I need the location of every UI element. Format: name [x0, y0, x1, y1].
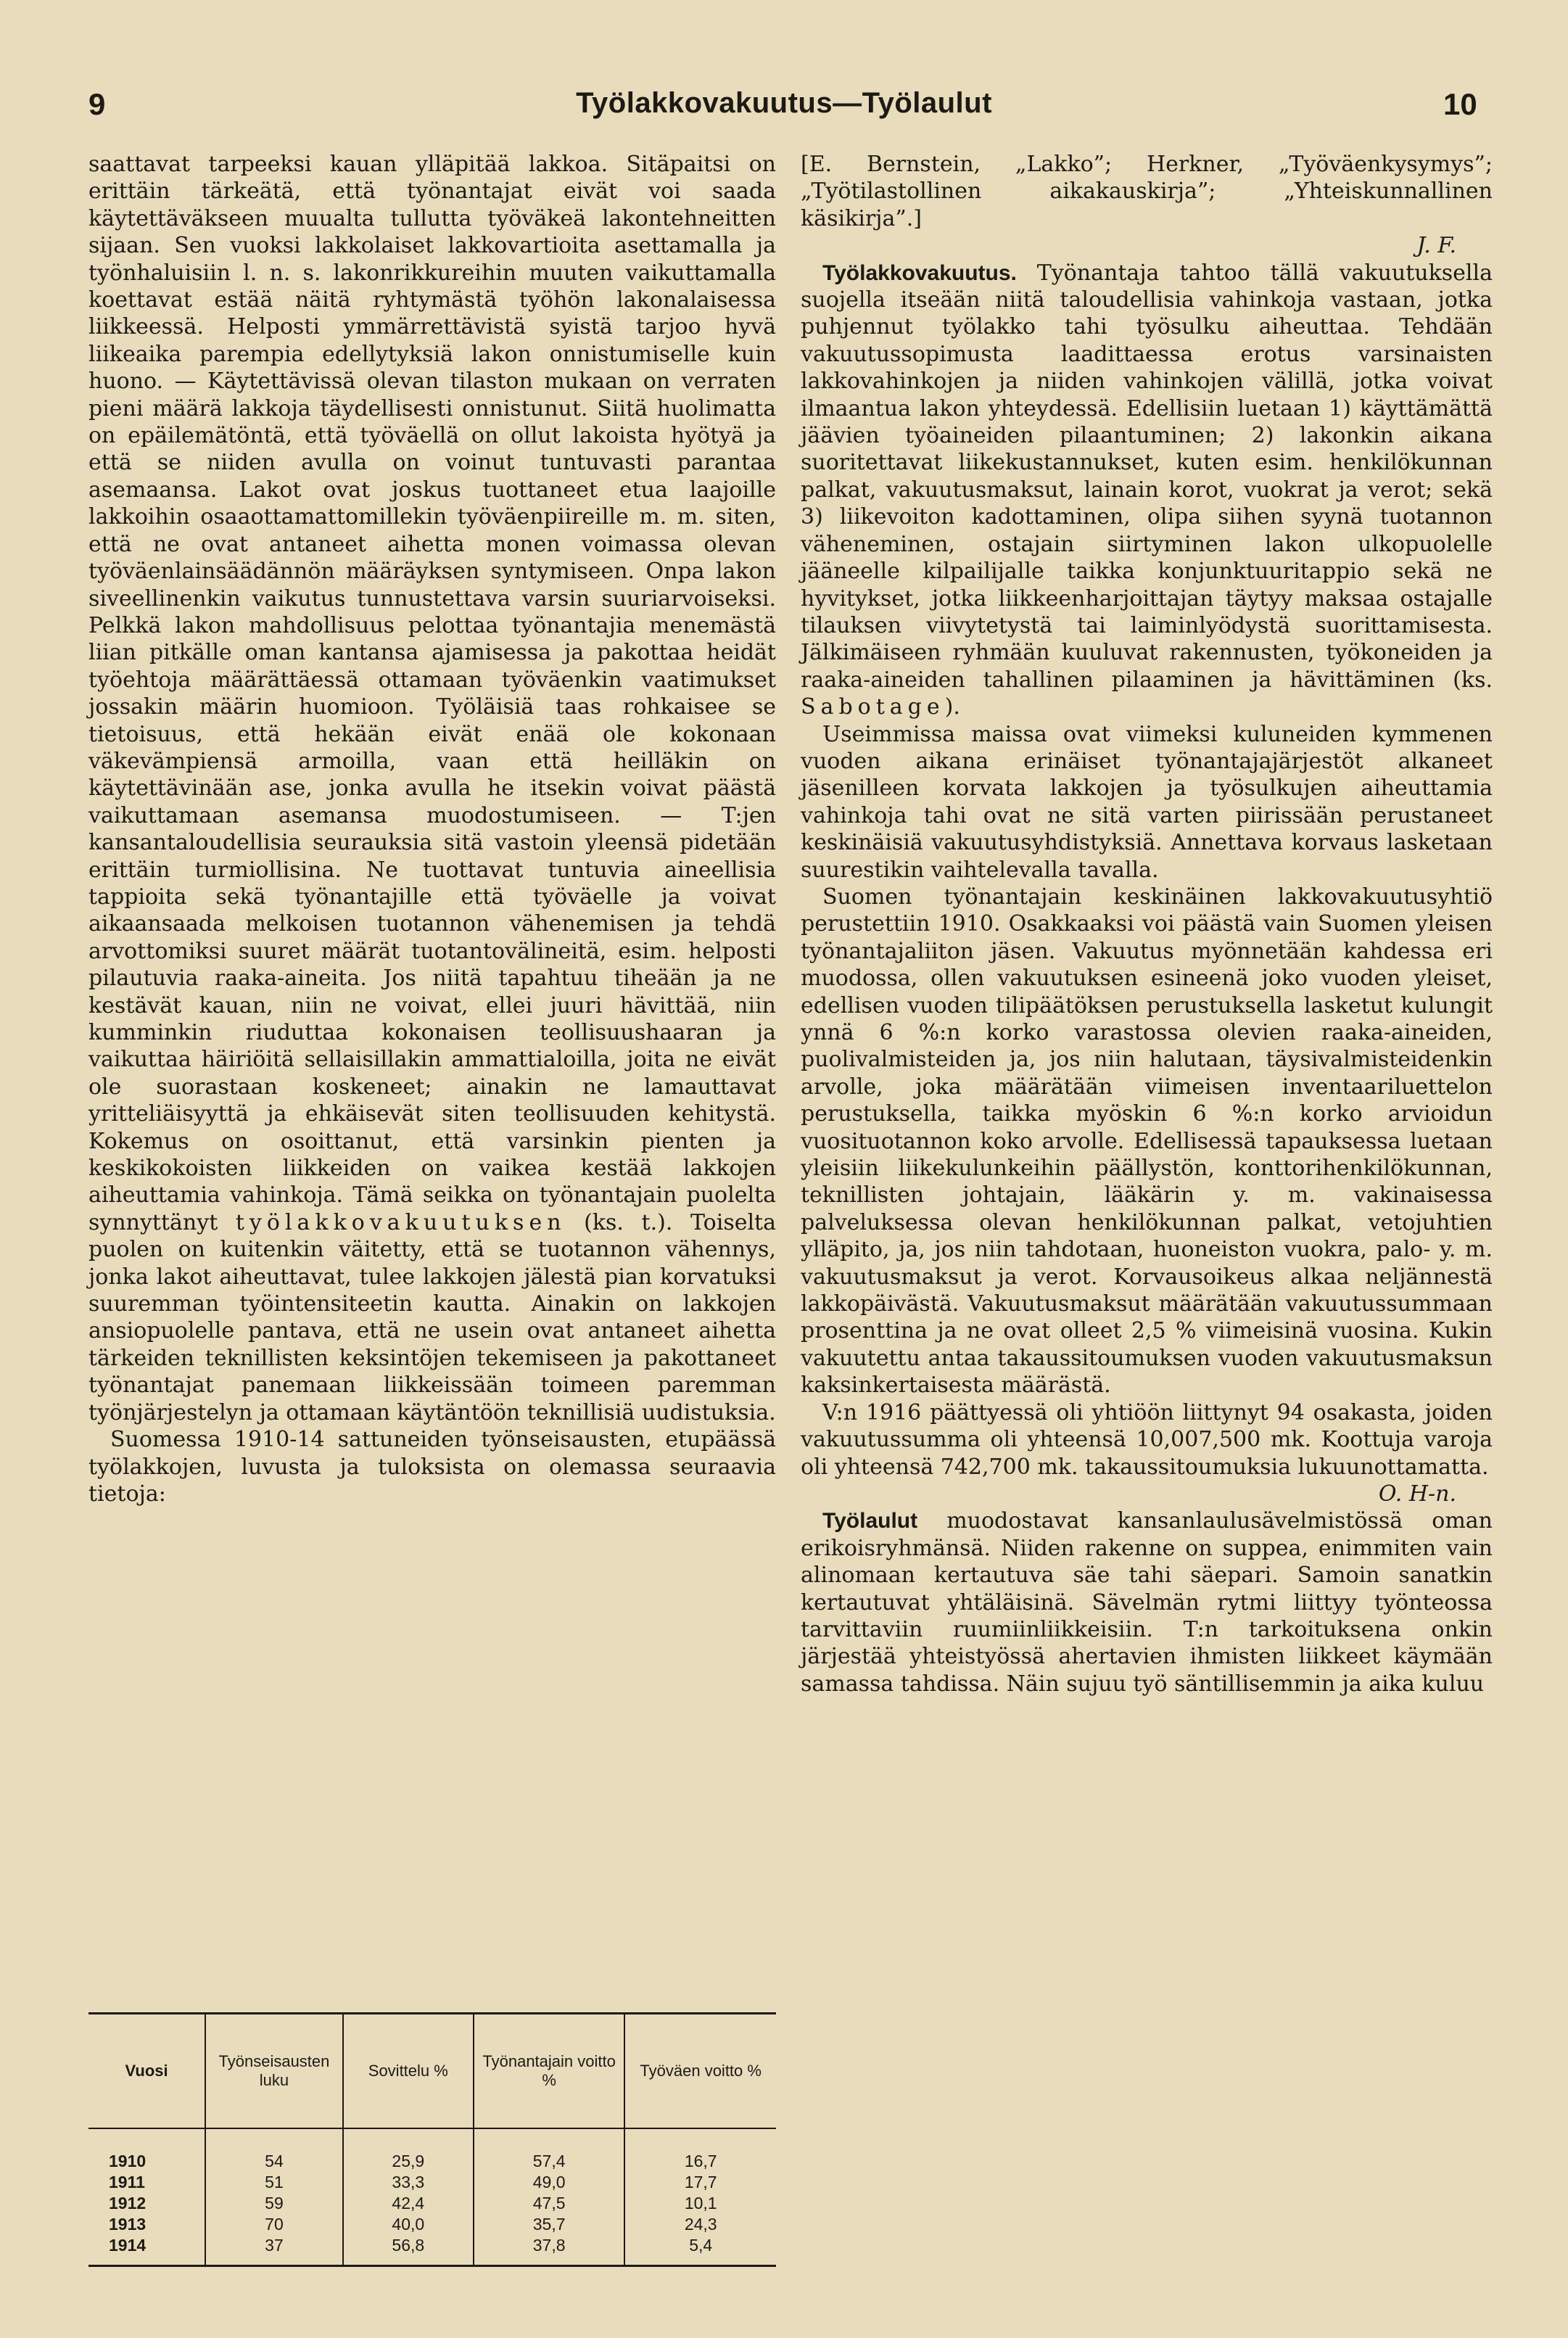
cell-year: 1912 — [109, 2194, 147, 2213]
paragraph-employer-orgs: Useimmissa maissa ovat viimeksi kuluneiden kymmenen vuoden aikana erinäiset työnantajajärjestöt alkaneet jäsenilleen korvata lakkojen ja työsulkujen aiheuttamia vahinkoja tahi ovat ne sitä varten piirissään perustaneet keskinäisiä vakuutusyhdistyksiä. Annettava korvaus lasketaan suurestikin vaihtelevalla tavalla. — [801, 721, 1493, 883]
strike-effects-text-cont: (ks. t.). Toiselta puolen on kuitenkin väitetty, että se tuotannon vähennys, jonka lakot aiheuttavat, tulee lakkojen jälestä pian korvatuksi suuremman työintensiteetin kautta. Ainakin on lakkojen ansiopuolelle pantava, että ne usein ovat antaneet aihetta tärkeiden teknillisten keksintöjen tekemiseen ja pakottaneet työnantajat panemaan liikkeissään toimeen paremman työnjärjestelyn ja ottamaan käytäntöön teknillisiä uudistuksia. — [88, 1209, 776, 1425]
cell-employer-win: 49,0 — [474, 2172, 625, 2193]
cell-employer-win: 57,4 — [474, 2128, 625, 2172]
column-header-year: Vuosi — [88, 2014, 205, 2129]
column-header-stoppages: Työnseisausten luku — [205, 2014, 343, 2129]
entry-term-work-songs: Työlaulut — [822, 1509, 918, 1534]
column-header-worker-win: Työväen voitto % — [624, 2014, 776, 2129]
cell-worker-win: 5,4 — [624, 2235, 776, 2266]
page-number-right: 10 — [1443, 87, 1477, 121]
cell-employer-win: 35,7 — [474, 2214, 625, 2235]
cell-year: 1914 — [88, 2235, 205, 2266]
table-row — [88, 2214, 776, 2235]
author-signature-1: J. F. — [1416, 233, 1456, 259]
cross-reference-term: työlakkovakuutuksen — [235, 1209, 566, 1235]
running-head — [0, 87, 1568, 138]
table-header-row — [88, 2014, 776, 2129]
cell-settlement: 25,9 — [343, 2128, 474, 2172]
table-row — [88, 2193, 776, 2214]
strike-insurance-text: Työnantaja tahtoo tällä vakuutuksella suojella itseään niitä taloudellisia vahinkoja vastaan, jotka puhjennut työlakko tahi työsulku aiheuttaa. Tehdään vakuutussopimusta laadittaessa erotus varsinaisten lakkovahinkojen ja niiden vahinkojen välillä, jotka voivat ilmaantua lakon yhteydessä. Edellisiin luetaan 1) käyttämättä jäävien työaineiden pilaantuminen; 2) lakonkin aikana suoritettavat liikekustannukset, kuten esim. henkilökunnan palkat, vakuutusmaksut, lainain korot, vuokrat ja verot; sekä 3) liikevoiton kadottaminen, olipa siihen syynä tuotannon väheneminen, ostajain siirtyminen lakon ulkopuolelle jääneelle kilpailijalle taikka konjunktuuritappio sekä ne hyvitykset, jotka liikkeenharjoittajan täytyy maksaa ostajalle tilauksen viivytetystä tai laiminlyödystä suorittamisesta. Jälkimäiseen ryhmään kuuluvat rakennusten, työkoneiden ja raaka-aineiden tahallinen pilaaminen ja hävittäminen (ks. — [801, 260, 1493, 693]
paragraph-strike-effects — [88, 151, 776, 1426]
right-column — [801, 151, 1493, 1697]
work-songs-text: muodostavat kansanlaulusävelmistössä oman erikoisryhmänsä. Niiden rakenne on suppea, enimmiten vain alinomaan kertautuva säe tahi säepari. Samoin sanatkin kertautuvat yhtäläisinä. Sävelmän rytmi liittyy työnteossa tarvittaviin ruumiinliikkeisiin. T:n tarkoituksena onkin järjestää yhteistyössä ahertavien ihmisten liikkeet käymään samassa tahdissa. Näin sujuu työ säntillisemmin ja aika kuluu — [801, 1508, 1493, 1697]
cell-year: 1911 — [109, 2173, 145, 2191]
strike-effects-text: saattavat tarpeeksi kauan ylläpitää lakkoa. Sitäpaitsi on erittäin tärkeätä, että työnantajat eivät voi saada käytettäväkseen muualta tullutta työväkeä lakontehneitten sijaan. Sen vuoksi lakkolaiset lakkovartioita asettamalla ja työnhaluisiin l. n. s. lakonrikkureihin muuten vaikuttamalla koettavat estää näitä ryhtymästä työhön lakonalaisessa liikkeessä. Helposti ymmärrettävistä syistä tarjoo hyvä liikeaika parempia edellytyksiä lakon onnistumiselle kuin huono. — Käytettävissä olevan tilaston mukaan on verraten pieni määrä lakkoja täydellisesti onnistunut. Siitä huolimatta on epäilemätöntä, että työväellä on ollut lakoista hyötyä ja että se niiden avulla on voinut tuntuvasti parantaa asemaansa. Lakot ovat joskus tuottaneet etua laajoille lakkoihin osaaottamattomillekin työväenpiireille m. m. siten, että ne ovat antaneet aihetta monen voimassa olevan työväenlainsäädännön määräyksen syntymiseen. Onpa lakon siveellinenkin vaikutus tunnustettava varsin suuriarvoiseksi. Pelkkä lakon mahdollisuus pelottaa työnantajia menemästä liian pitkälle oman kantansa ajamisessa ja pakottaa heidät työehtoja määrättäessä ottamaan työväenkin vaatimukset jossakin määrin huomioon. Työläisiä taas rohkaisee se tietoisuus, että hekään eivät enää ole kokonaan väkevämpiensä armoilla, vaan että heilläkin on käytettävinään ase, jonka avulla he itsekin voivat päästä vaikuttamaan asemansa muodostumiseen. — T:jen kansantaloudellisia seurauksia sitä vastoin yleensä pidetään erittäin turmiollisina. Ne tuottavat tuntuvia aineellisia tappioita sekä työnantajille että työväelle ja voivat aikaansaada melkoisen tuotannon vähenemisen ja tehdä arvottomiksi suuret määrät tuotantovälineitä, esim. helposti pilautuvia raaka-aineita. Jos niitä tapahtuu tiheään ja ne kestävät kauan, niin ne voivat, ellei juuri hävittää, niin kumminkin riuduttaa kokonaisen teollisuushaaran ja vaikuttaa häiriöitä sellaisillakin ammattialoilla, joita ne eivät ole suorastaan koskeneet; ainakin ne lamauttavat yritteliäisyyttä ja ehkäisevät siten teollisuuden kehitystä. Kokemus on osoittanut, että varsinkin pienten ja keskikokoisten liikkeiden on vaikea kestää lakkojen aiheuttamia vahinkoja. Tämä seikka on työnantajain puolelta synnyttänyt — [88, 152, 776, 1235]
paragraph-finland-stats: Suomessa 1910-14 sattuneiden työnseisausten, etupäässä työlakkojen, luvusta ja tuloksista on olemassa seuraavia tietoja: — [88, 1427, 776, 1507]
table-row — [88, 2235, 776, 2266]
entry-term-strike-insurance: Työlakkovakuutus. — [822, 260, 1017, 285]
left-column — [88, 151, 776, 1507]
paragraph-work-songs — [801, 1507, 1493, 1697]
table-row — [88, 2128, 776, 2172]
paragraph-finnish-company: Suomen työnantajain keskinäinen lakkovakuutusyhtiö perustettiin 1910. Osakkaaksi voi päästä vain Suomen yleisen työnantajaliiton jäsen. Vakuutus myönnetään kahdessa eri muodossa, ollen vakuutuksen esineenä joko vuoden yleiset, edellisen vuoden tilipäätöksen perustuksella lasketut kulungit ynnä 6 %:n korko varastossa olevien raaka-aineiden, puolivalmisteiden ja, jos niin halutaan, täysivalmisteidenkin arvolle, joka määrätään viimeisen inventaariluettelon perustuksella, taikka myöskin 6 %:n korko arvioidun vuosituotannon koko arvolle. Edellisessä tapauksessa luetaan yleisiin liikekulunkeihin päällystön, konttorihenkilökunnan, teknillisten johtajain, lääkärin y. m. vakinaisessa palveluksessa olevan henkilökunnan palkat, vetojuhtien ylläpito, ja, jos niin tahdotaan, huoneiston vuokra, palo- y. m. vakuutusmaksut ja verot. Korvausoikeus alkaa neljännestä lakkopäivästä. Vakuutusmaksut määrätään vakuutussummaan prosenttina ja ne ovat olleet 2,5 % viimeisinä vuosina. Kukin vakuutettu antaa takaussitoumuksen vuoden vakuutusmaksun kaksinkertaisesta määrästä. — [801, 884, 1493, 1399]
bibliography-references: [E. Bernstein, „Lakko”; Herkner, „Työväenkysymys”; „Työtilastollinen aikakauskirja”; „Yhteiskunnallinen käsikirja”.] — [801, 152, 1493, 231]
column-header-employer-win: Työnantajain voitto % — [474, 2014, 625, 2129]
cell-settlement: 42,4 — [343, 2193, 474, 2214]
column-header-settlement: Sovittelu % — [343, 2014, 474, 2129]
cell-employer-win: 37,8 — [474, 2235, 625, 2266]
cell-stoppages: 54 — [205, 2128, 343, 2172]
running-title: Työlakkovakuutus—Työlaulut — [576, 87, 992, 119]
cell-settlement: 40,0 — [343, 2214, 474, 2235]
cross-reference-sabotage: Sabotage — [801, 694, 945, 720]
cell-year: 1913 — [109, 2215, 147, 2234]
cell-stoppages: 59 — [205, 2193, 343, 2214]
cell-employer-win: 47,5 — [474, 2193, 625, 2214]
cell-worker-win: 10,1 — [624, 2193, 776, 2214]
cell-worker-win: 16,7 — [624, 2128, 776, 2172]
author-signature-2: O. H-n. — [1378, 1481, 1456, 1507]
cell-settlement: 33,3 — [343, 2172, 474, 2193]
cell-stoppages: 37 — [205, 2235, 343, 2266]
cell-year: 1910 — [109, 2152, 147, 2170]
cell-settlement: 56,8 — [343, 2235, 474, 2266]
page-number-left: 9 — [88, 87, 106, 121]
strike-insurance-text-end: ). — [944, 694, 960, 720]
strike-statistics-table — [88, 2012, 776, 2267]
paragraph-strike-insurance — [801, 260, 1493, 721]
table-row — [88, 2172, 776, 2193]
cell-worker-win: 24,3 — [624, 2214, 776, 2235]
cell-stoppages: 51 — [205, 2172, 343, 2193]
cell-worker-win: 17,7 — [624, 2172, 776, 2193]
cell-stoppages: 70 — [205, 2214, 343, 2235]
paragraph-1916-status: V:n 1916 päättyessä oli yhtiöön liittynyt 94 osakasta, joiden vakuutussumma oli yhteensä 10,007,500 mk. Koottuja varoja oli yhteensä 742,700 mk. takaussitoumuksia lukuunottamatta. — [801, 1399, 1493, 1480]
